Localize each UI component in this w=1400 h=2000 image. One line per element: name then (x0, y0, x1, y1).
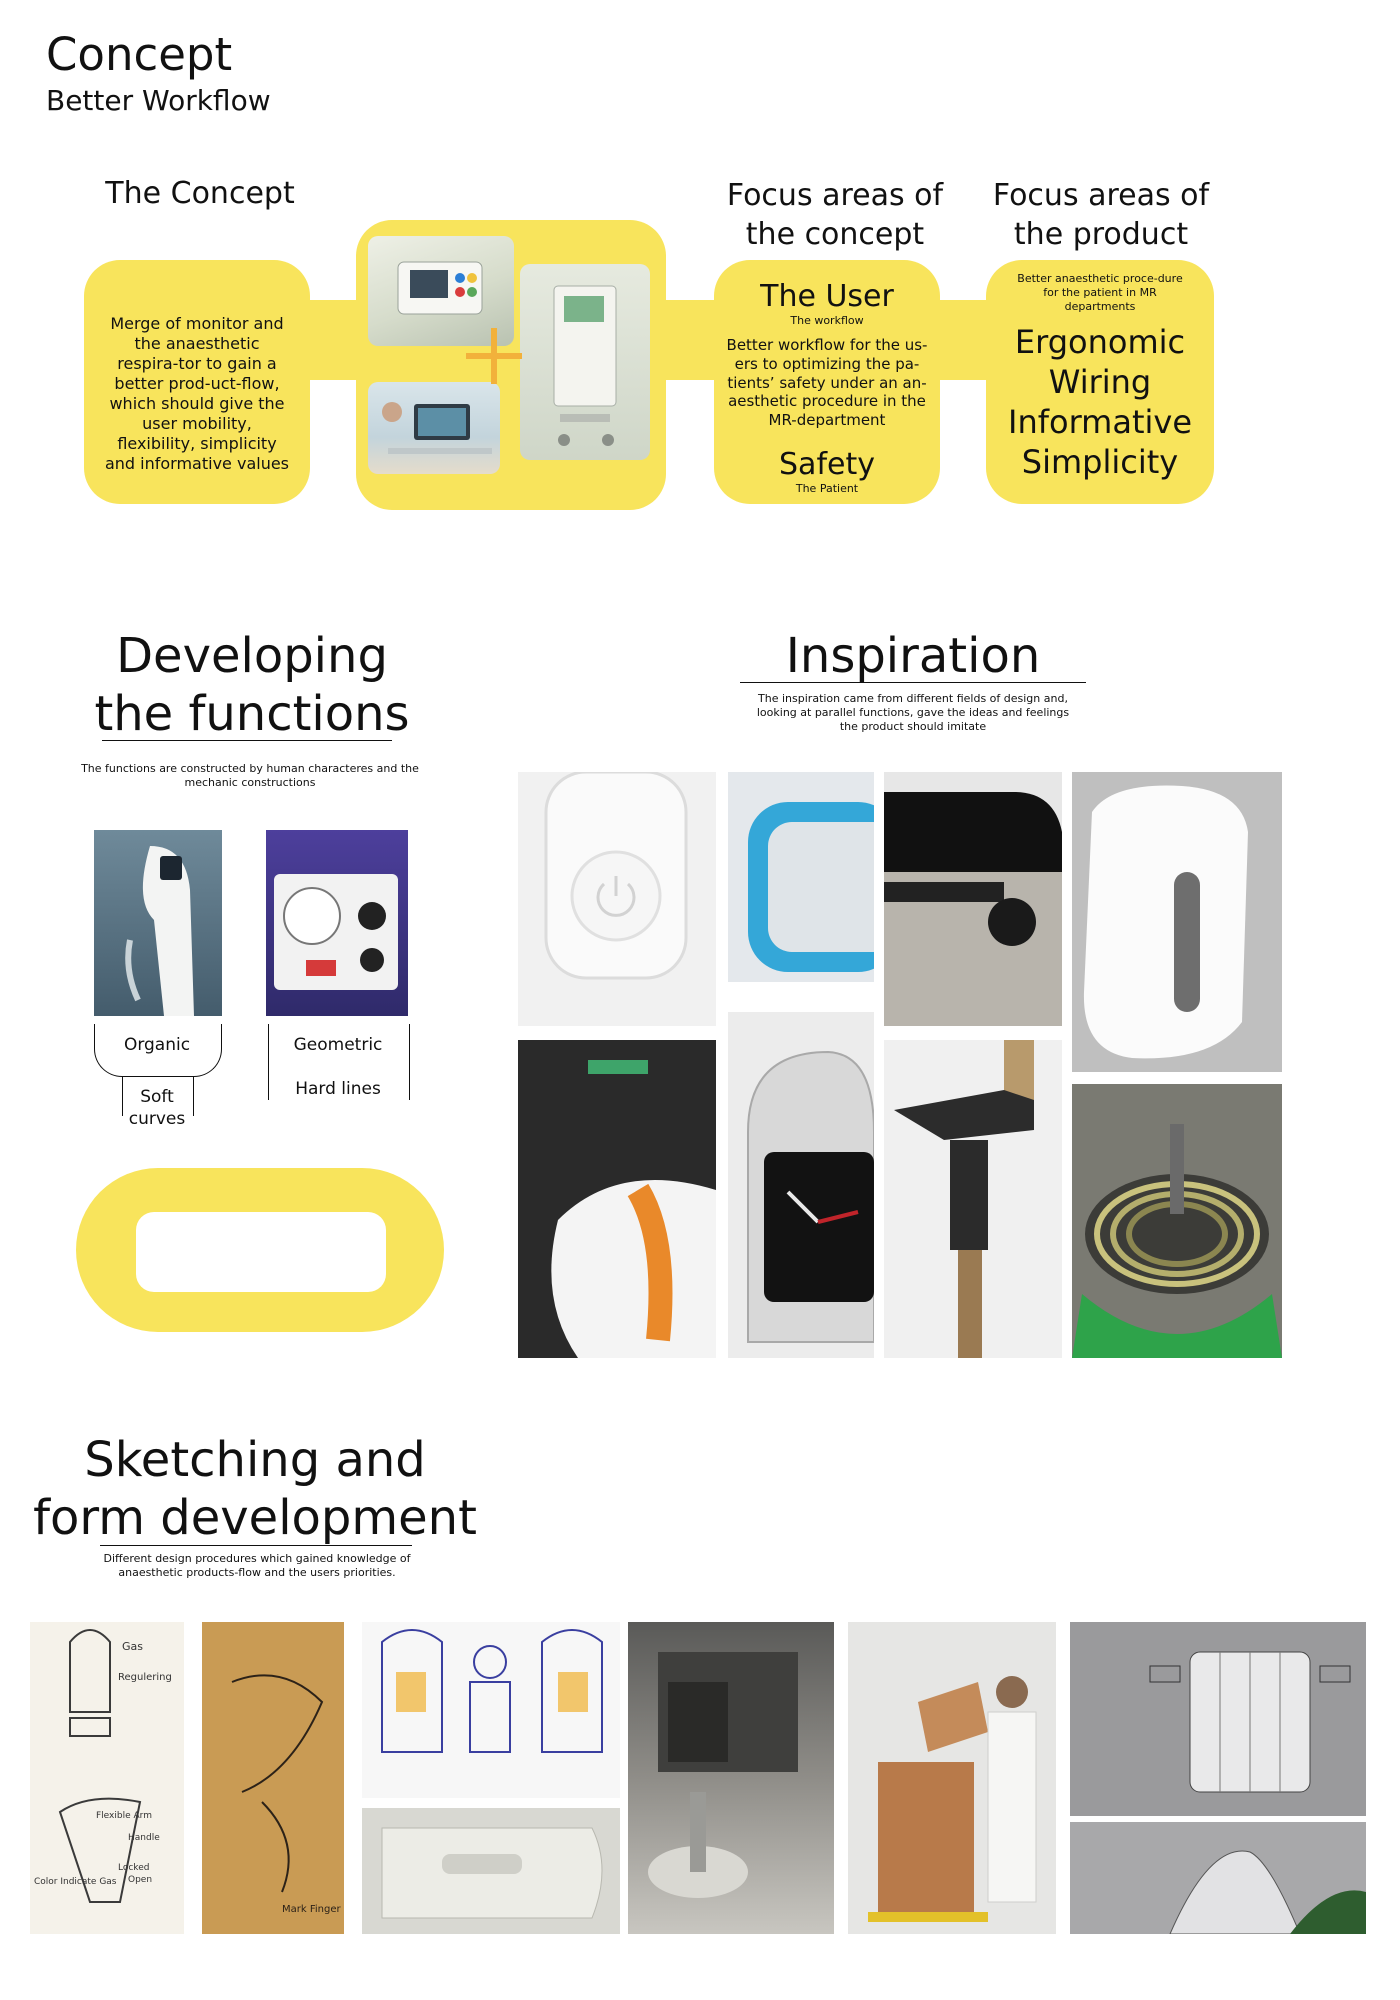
concept-col3-text: Better workflow for the us-ers to optimizing the pa-tients’ safety under an an-aesthetic procedure in the MR-department (726, 336, 928, 429)
inspiration-power-button-photo (518, 772, 716, 1026)
workshop-photo (848, 1622, 1056, 1934)
sketch-note-regulering: Regulering (118, 1672, 172, 1683)
sketch-note-handle: Handle (128, 1833, 160, 1843)
orange-band-illustration (518, 1040, 716, 1358)
plus-icon (466, 328, 522, 384)
sketch-drawing (30, 1622, 184, 1934)
concept-col1-text: Merge of monitor and the anaesthetic respira-tor to gain a better prod-uct-flow, which should give the user mobility, flexibility, simplicity and informative values (104, 314, 290, 473)
power-button-illustration (518, 772, 716, 1026)
concept-col3-heading: Focus areas of the concept (726, 178, 944, 252)
respirator-photo (520, 264, 650, 460)
inspiration-kitchen-appliance-photo (884, 772, 1062, 1026)
desk-photo (368, 382, 500, 474)
functions-heading: Developing the functions (94, 628, 410, 742)
geometric-sub: Hard lines (295, 1079, 381, 1099)
organic-sub: Soft curves (128, 1087, 186, 1130)
cardboard-sketch-drawing (202, 1622, 344, 1934)
cad-surface-illustration (1070, 1822, 1366, 1934)
functions-text: The functions are constructed by human characteres and the mechanic constructions (81, 762, 419, 789)
sketch-note-flexible: Flexible Arm (96, 1811, 152, 1821)
wooden-handle-illustration (884, 1040, 1062, 1358)
page-title: Concept (46, 28, 233, 81)
sketching-underline (100, 1545, 412, 1546)
inspiration-orange-band-photo (518, 1040, 716, 1358)
cad-model-photo (1070, 1622, 1366, 1816)
concept-col1-heading: The Concept (105, 176, 295, 211)
sketch-note-open: Open (128, 1875, 153, 1885)
glass-clock-illustration (728, 1012, 874, 1358)
inspiration-glass-clock-photo (728, 1012, 874, 1358)
concept-col4-keywords (986, 322, 1214, 482)
foam-model-illustration (362, 1808, 620, 1934)
concept-col3-user-sub: The workflow (790, 314, 864, 327)
geometric-label: Geometric (293, 1035, 383, 1055)
inspiration-blue-frame-photo (728, 772, 874, 982)
foam-model-photo (362, 1808, 620, 1934)
concept-col4-text: Better anaesthetic proce-dure for the patient in MR departments (1017, 272, 1183, 313)
workshop-illustration (848, 1622, 1056, 1934)
organic-device-illustration (94, 830, 222, 1016)
page-subtitle: Better Workflow (46, 84, 271, 117)
cardboard-sketch-photo (202, 1622, 344, 1934)
concept-col3-user-title: The User (760, 279, 894, 314)
cad-surface-photo (1070, 1822, 1366, 1934)
milling-photo (628, 1622, 834, 1934)
respirator-illustration (520, 264, 650, 460)
sketch-note-gas: Gas (122, 1640, 143, 1653)
sketch-paper-photo (30, 1622, 184, 1934)
sketch-note-locked: Locked (118, 1863, 150, 1873)
functions-underline (102, 740, 392, 741)
keyword-ergonomic: Ergonomic (1014, 323, 1186, 361)
concept-col3-safety-title: Safety (779, 447, 875, 482)
concept-col3-safety-sub: The Patient (795, 482, 859, 495)
concept-col4-heading: Focus areas of the product (992, 178, 1210, 252)
inspiration-wooden-handle-photo (884, 1040, 1062, 1358)
blue-frame-illustration (728, 772, 874, 982)
inspiration-text: The inspiration came from different fields of design and, looking at parallel functions, gave the ideas and feelings the product should imitate (756, 692, 1070, 733)
form-shape-inner (136, 1212, 386, 1292)
white-handle-illustration (1072, 772, 1282, 1072)
inspiration-heading: Inspiration (785, 628, 1041, 684)
organic-device-photo (94, 830, 222, 1016)
milling-illustration (628, 1622, 834, 1934)
blue-ink-sketch-drawing (362, 1622, 620, 1798)
sketch-note-color: Color Indicate Gas (34, 1877, 117, 1887)
coiled-hose-illustration (1072, 1084, 1282, 1358)
sketching-heading: Sketching and form development (33, 1432, 477, 1546)
keyword-wiring: Wiring (1048, 363, 1152, 401)
inspiration-white-handle-photo (1072, 772, 1282, 1072)
organic-label: Organic (123, 1035, 191, 1055)
sketching-text: Different design procedures which gained knowledge of anaesthetic products-flow and the users priorities. (103, 1552, 411, 1579)
cad-model-illustration (1070, 1622, 1366, 1816)
inspiration-underline (740, 682, 1086, 683)
blue-ink-sketch-photo (362, 1622, 620, 1798)
keyword-informative: Informative (1008, 403, 1192, 441)
geometric-device-photo (266, 830, 408, 1016)
keyword-simplicity: Simplicity (1021, 443, 1179, 481)
kitchen-appliance-illustration (884, 772, 1062, 1026)
sketch-note-mark-finger: Mark Finger (282, 1904, 341, 1915)
desk-illustration (368, 382, 500, 474)
inspiration-coiled-hose-photo (1072, 1084, 1282, 1358)
geometric-device-illustration (266, 830, 408, 1016)
